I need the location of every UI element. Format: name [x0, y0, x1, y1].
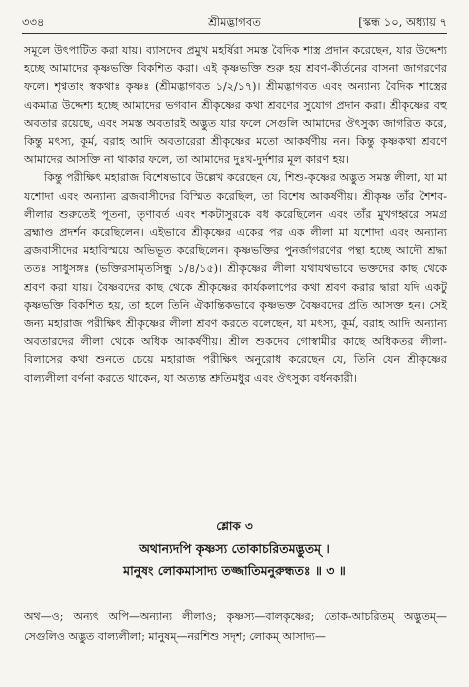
purport-body [24, 42, 447, 388]
chapter-reference: [স্কন্ধ ১০, অধ্যায় ৭ [358, 15, 447, 29]
verse-line-1: অথান্যদপি কৃষ্ণস্য তোকাচরিতমদ্ভুতম্ । [139, 541, 330, 556]
purport-paragraph-1: সমূলে উৎপাটিত করা যায়। ব্যাসদেব প্রমুখ মহর্ষিরা সমস্ত বৈদিক শাস্ত্র প্রদান করেছেন, যার উদ্দেশ্য হচ্ছে আমাদের কৃষ্ণভক্তি বিকশিত করা। এই কৃষ্ণভক্তি শুরু হয় শ্রবণ-কীর্তনের বাসনা জাগরণের ফলে। শৃণ্বতাং স্বকথাঃ কৃষ্ণঃ (শ্রীমদ্ভাগবত ১/২/১৭)। শ্রীমদ্ভাগবত এবং অন্যান্য বৈদিক শাস্ত্রের একমাত্র উদ্দেশ্য হচ্ছে আমাদের ভগবান শ্রীকৃষ্ণের কথা শ্রবণের সুযোগ প্রদান করা। শ্রীকৃষ্ণের বহু অবতার রয়েছে, এবং সমস্ত অবতারই অদ্ভুত যার ফলে সেগুলি আমাদের ঔৎসুক্য জাগরিত করে, কিন্তু মৎস্য, কূর্ম, বরাহ আদি অবতারেরা শ্রীকৃষ্ণের মতো আকর্ষণীয় নন। কিন্তু কৃষ্ণকথা শ্রবণে আমাদের আসক্তি না থাকার ফলে, তা আমাদের দুঃখ-দুর্দশার মূল কারণ হয়। [24, 44, 447, 167]
header-divider [22, 33, 447, 34]
purport-paragraph-2: কিন্তু পরীক্ষিৎ মহারাজ বিশেষভাবে উল্লেখ করেছেন যে, শিশু-কৃষ্ণের অদ্ভুত সমস্ত লীলা, যা মা যশোদা এবং অন্যান্য ব্রজবাসীদের বিস্মিত করেছিল, তা বিশেষ আকর্ষণীয়। শ্রীকৃষ্ণ তাঁর শৈশব-লীলার শুরুতেই পূতনা, তৃণাবর্ত এবং শকটাসুরকে বধ করেছিলেন এবং তাঁর মুখগহ্বরে সমগ্র ব্রহ্মাণ্ড প্রদর্শন করেছিলেন। এইভাবে শ্রীকৃষ্ণের একের পর এক লীলা মা যশোদা এবং অন্যান্য ব্রজবাসীদের মহাবিস্ময়ে অভিভূত করেছিলেন। কৃষ্ণভক্তির পুনর্জাগরণের পন্থা হচ্ছে আদৌ শ্রদ্ধা ততঃ সাধুসঙ্গঃ (ভক্তিরসামৃতসিন্ধু ১/৪/১৫)। শ্রীকৃষ্ণের লীলা যথাযথভাবে ভক্তদের কাছ থেকে শ্রবণ করা যায়। বৈষ্ণবদের কাছ থেকে শ্রীকৃষ্ণের কার্যকলাপের কথা শ্রবণ করার দ্বারা যদি একটু কৃষ্ণভক্তি বিকশিত হয়, তা হলে তিনি ঐকান্তিকভাবে কৃষ্ণভক্ত বৈষ্ণবদের প্রতি আসক্ত হন। সেই জন্য মহারাজ পরীক্ষিৎ শ্রীকৃষ্ণের লীলা শ্রবণ করতে বলেছেন, যা মৎস্য, কূর্ম, বরাহ আদি অন্যান্য অবতারদের লীলা থেকে অধিক আকর্ষণীয়। শ্রীল শুকদেব গোস্বামীর কাছে অধিকতর লীলা-বিলাসের কথা শুনতে চেয়ে মহারাজ পরীক্ষিৎ অনুরোধ করেছেন যে, তিনি যেন শ্রীকৃষ্ণের বাল্যলীলা বর্ণনা করতে থাকেন, যা অত্যন্ত শ্রুতিমধুর এবং ঔৎসুক্য বর্ধনকারী। [24, 171, 447, 385]
verse-text [0, 538, 469, 582]
verse-line-2: মানুষং লোকমাসাদ্য তজ্জাতিমনুরুন্ধতঃ ॥ ৩ ॥ [123, 563, 346, 578]
verse-heading: শ্লোক ৩ [216, 519, 253, 533]
book-title: শ্রীমদ্ভাগবত [208, 15, 261, 29]
word-synonyms: অথ—ও; অন্যৎ অপি—অন্যান্য লীলাও; কৃষ্ণস্য—বালকৃষ্ণের; তোক-আচরিতম্ অদ্ভুতম্—সেগুলিও অদ্ভুত বাল্যলীলা; মানুষম্—নরশিশু সদৃশ; লোকম্ আসাদ্য— [24, 610, 447, 643]
page-number: ৩৩৪ [22, 15, 45, 29]
page-header [22, 12, 447, 32]
